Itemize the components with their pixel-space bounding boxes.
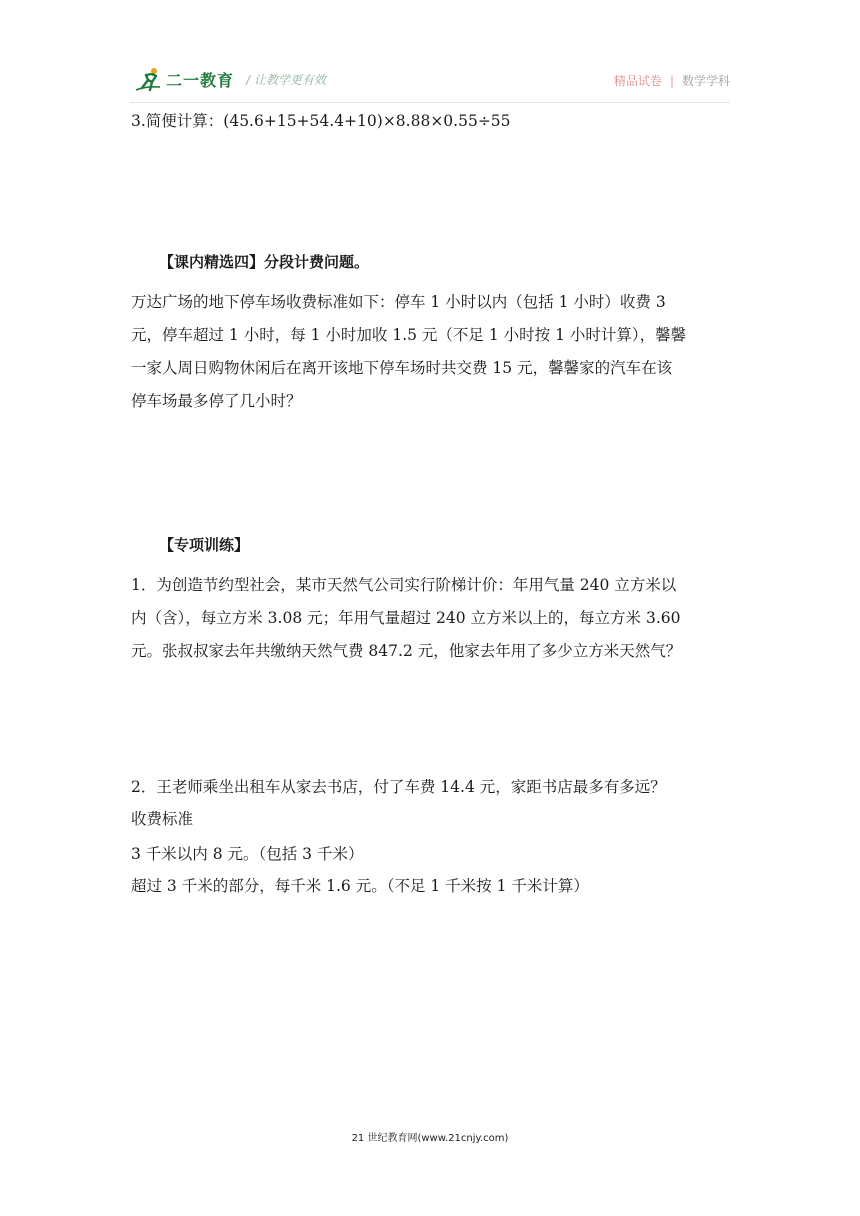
running-person-icon xyxy=(134,66,164,92)
logo-text: 二一教育 xyxy=(166,70,235,90)
t1-line-3: 元。张叔叔家去年共缴纳天然气费 847.2 元，他家去年用了多少立方米天然气？ xyxy=(131,642,682,660)
tag-subject: 数学学科 xyxy=(681,74,730,88)
t2-line-1: 2．王老师乘坐出租车从家去书店，付了车费 14.4 元，家距书店最多有多远？ xyxy=(131,778,666,796)
tag-separator: | xyxy=(669,73,674,88)
s4-line-2: 元，停车超过 1 小时，每 1 小时加收 1.5 元（不足 1 小时按 1 小时计算），馨馨 xyxy=(131,326,687,344)
section-4-title: 【课内精选四】分段计费问题。 xyxy=(159,253,370,271)
question-3: 3.简便计算：(45.6+15+54.4+10)×8.88×0.55÷55 xyxy=(131,112,511,130)
t2-line-3: 3 千米以内 8 元。（包括 3 千米） xyxy=(131,845,364,863)
page-header xyxy=(0,0,860,110)
s4-line-1: 万达广场的地下停车场收费标准如下：停车 1 小时以内（包括 1 小时）收费 3 xyxy=(131,293,666,311)
header-tags xyxy=(614,72,730,89)
s4-line-4: 停车场最多停了几小时？ xyxy=(131,392,302,410)
tag-premium-paper: 精品试卷 xyxy=(613,74,662,88)
t2-line-2: 收费标准 xyxy=(131,810,194,828)
brand-logo[interactable] xyxy=(134,66,326,92)
t1-line-2: 内（含），每立方米 3.08 元；年用气量超过 240 立方米以上的，每立方米 3.60 xyxy=(131,609,681,627)
t1-line-1: 1．为创造节约型社会，某市天然气公司实行阶梯计价：年用气量 240 立方米以 xyxy=(131,576,677,594)
t2-line-4: 超过 3 千米的部分，每千米 1.6 元。（不足 1 千米按 1 千米计算） xyxy=(131,877,589,895)
slogan: / 让教学更有效 xyxy=(246,72,326,87)
header-divider xyxy=(130,102,730,103)
page-footer: 21 世纪教育网(www.21cnjy.com) xyxy=(351,1133,509,1144)
s4-line-3: 一家人周日购物休闲后在离开该地下停车场时共交费 15 元，馨馨家的汽车在该 xyxy=(131,359,673,377)
training-title: 【专项训练】 xyxy=(159,536,250,554)
